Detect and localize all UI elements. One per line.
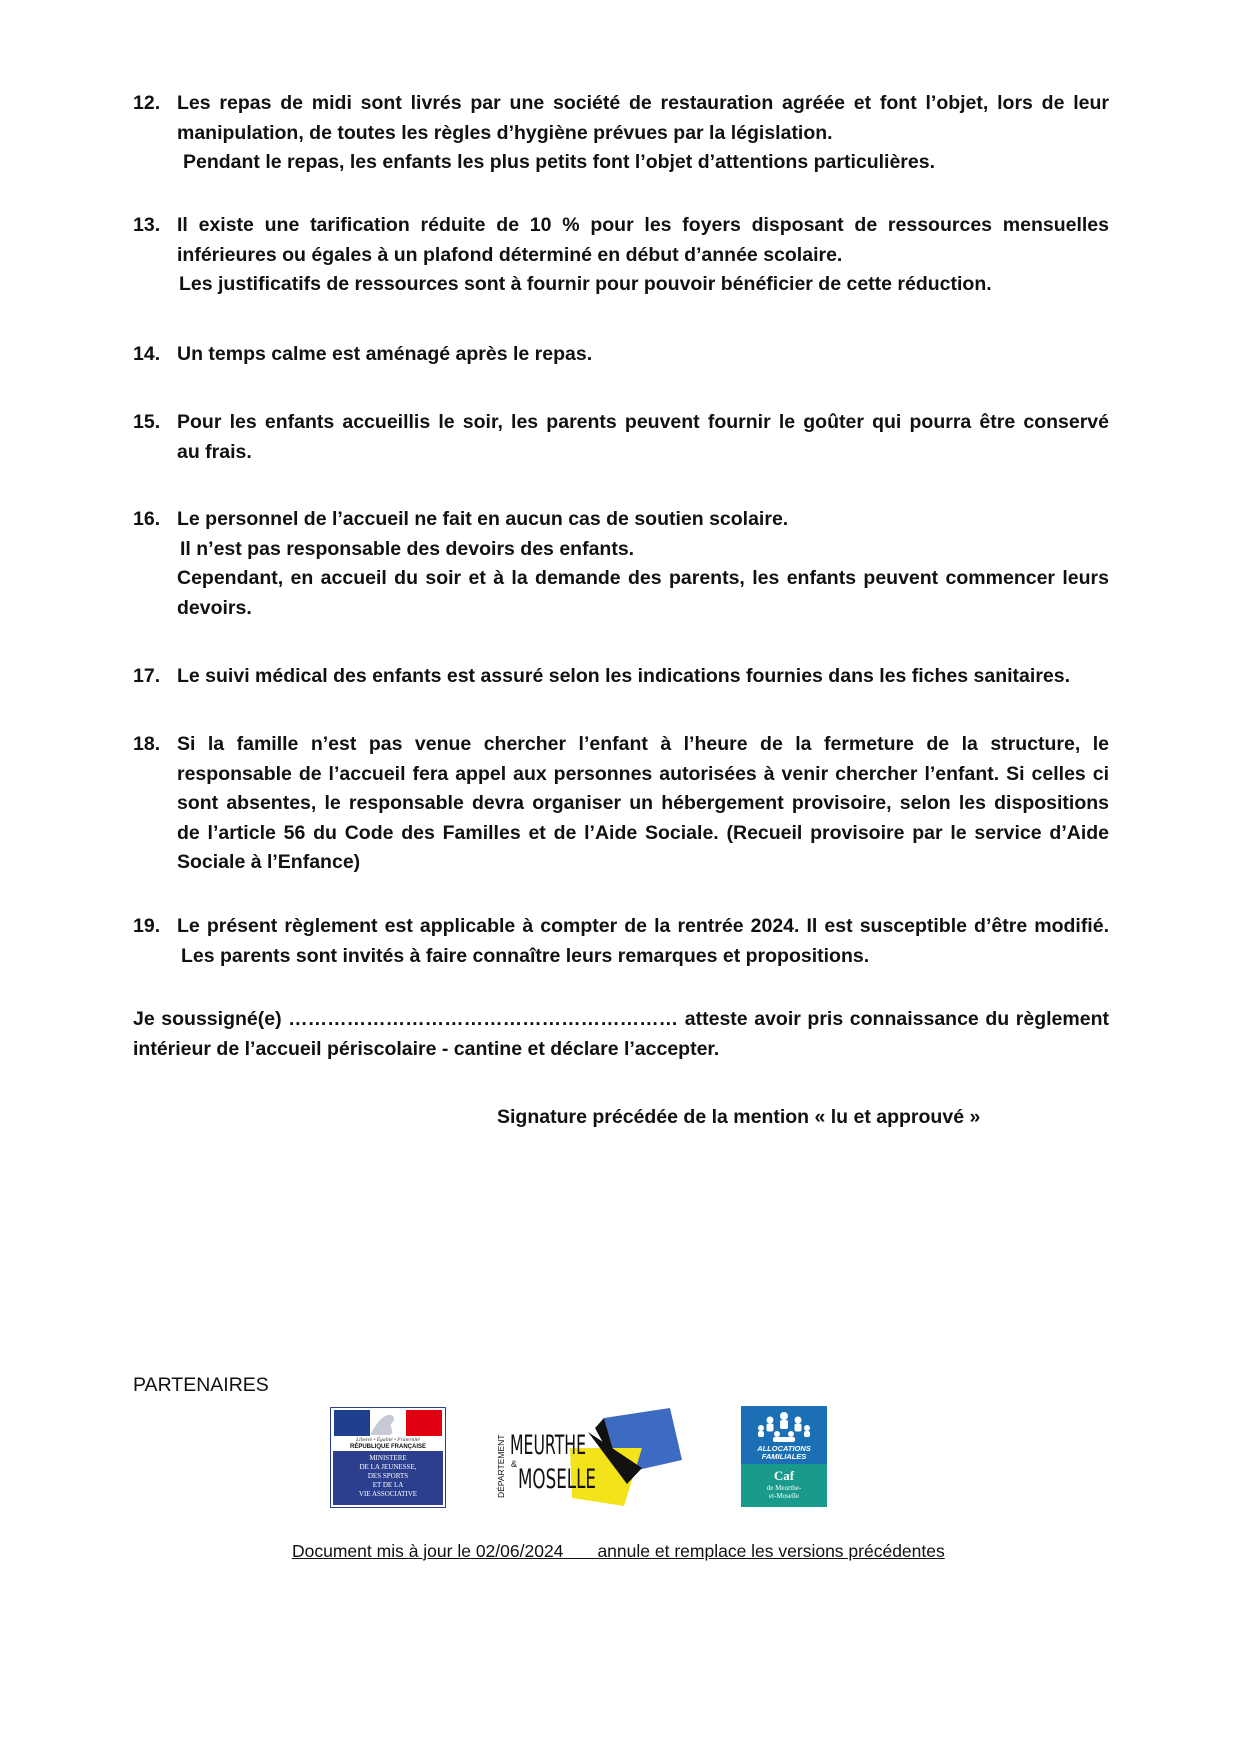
rule-line: devoirs. <box>177 596 252 619</box>
rule-line: Le personnel de l’accueil ne fait en aucun cas de soutien scolaire. <box>177 508 789 530</box>
ministere-line: ET DE LA <box>372 1481 404 1489</box>
caf-sub-2: et-Moselle <box>769 1492 799 1500</box>
rule-item-12 <box>133 89 1109 178</box>
ministere-line: DE LA JEUNESSE, <box>359 1463 417 1471</box>
rule-line: sont absentes, le responsable devra organiser un hébergement provisoire, selon les dispositions <box>177 792 1109 814</box>
rule-line: Les justificatifs de ressources sont à fournir pour pouvoir bénéficier de cette réduction. <box>179 273 992 295</box>
caf-line-1: ALLOCATIONS <box>757 1444 811 1453</box>
caf-logo <box>741 1406 827 1507</box>
rule-line: Le suivi médical des enfants est assuré selon les indications fournies dans les fiches sanitaires. <box>177 665 1071 687</box>
footer-updated: Document mis à jour le 02/06/2024 <box>292 1541 564 1561</box>
ministere-line: MINISTERE <box>369 1454 407 1462</box>
rule-number: 19. <box>133 915 161 937</box>
attestation <box>133 1005 1109 1064</box>
footer-note: annule et remplace les versions précédentes <box>597 1541 945 1561</box>
signature-mention: Signature précédée de la mention « lu et approuvé » <box>497 1106 981 1128</box>
rule-item-15 <box>133 408 1109 467</box>
attestation-line: Je soussigné(e) …………………………………………………… atteste avoir pris connaissance du règlement <box>133 1008 1109 1030</box>
partners-title: PARTENAIRES <box>133 1374 269 1396</box>
departement-name-2: MOSELLE <box>518 1464 596 1495</box>
attestation-line: intérieur de l’accueil périscolaire - cantine et déclare l’accepter. <box>133 1037 720 1060</box>
departement-vertical-label: DÉPARTEMENT <box>496 1434 506 1498</box>
rule-item-18 <box>133 730 1109 878</box>
rule-line: Sociale à l’Enfance) <box>177 851 361 873</box>
marianne-flag-icon <box>334 1410 442 1436</box>
rule-line: Pendant le repas, les enfants les plus petits font l’objet d’attentions particulières. <box>183 151 935 173</box>
rule-number: 14. <box>133 343 161 365</box>
rule-line: inférieures ou égales à un plafond déterminé en début d’année scolaire. <box>177 243 843 266</box>
ministere-line: VIE ASSOCIATIVE <box>358 1490 418 1498</box>
departement-ampersand: & <box>511 1459 518 1469</box>
caf-line-2: FAMILIALES <box>761 1452 807 1461</box>
rule-line: au frais. <box>177 440 252 463</box>
rule-line: Les parents sont invités à faire connaître leurs remarques et propositions. <box>181 944 870 967</box>
rule-line: Cependant, en accueil du soir et à la demande des parents, les enfants peuvent commencer leurs <box>177 567 1109 589</box>
departement-name-1: MEURTHE <box>510 1430 586 1461</box>
rule-line: responsable de l’accueil fera appel aux personnes autorisées à venir chercher l’enfant. Si celles ci <box>177 762 1109 785</box>
rule-item-13 <box>133 211 1109 300</box>
rule-number: 13. <box>133 214 161 236</box>
rule-line: Un temps calme est aménagé après le repas. <box>177 343 593 365</box>
rule-number: 16. <box>133 508 161 530</box>
rule-item-17 <box>133 662 1109 692</box>
rule-item-19 <box>133 912 1109 971</box>
rule-line: de l’article 56 du Code des Familles et de l’Aide Sociale. (Recueil provisoire par le service d’Aide <box>177 821 1109 844</box>
rule-line: Il n’est pas responsable des devoirs des enfants. <box>180 537 635 560</box>
rule-line: manipulation, de toutes les règles d’hygiène prévues par la législation. <box>177 121 833 144</box>
rule-line: Les repas de midi sont livrés par une société de restauration agréée et font l’objet, lors de leur <box>177 92 1109 114</box>
rule-number: 15. <box>133 411 161 433</box>
rule-line: Pour les enfants accueillis le soir, les parents peuvent fournir le goûter qui pourra être conservé <box>177 411 1109 433</box>
rule-item-16 <box>133 505 1109 623</box>
rule-number: 17. <box>133 665 161 687</box>
caf-brand: Caf <box>773 1468 795 1483</box>
rule-number: 18. <box>133 733 161 755</box>
ministere-line: DES SPORTS <box>367 1472 409 1480</box>
ministere-republic: RÉPUBLIQUE FRANÇAISE <box>349 1444 427 1450</box>
footer <box>292 1539 945 1563</box>
rule-line: Si la famille n’est pas venue chercher l’enfant à l’heure de la fermeture de la structure, le <box>177 733 1109 755</box>
rule-line: Le présent règlement est applicable à compter de la rentrée 2024. Il est susceptible d’être modifié. <box>177 915 1109 937</box>
departement-logo <box>492 1408 682 1506</box>
rule-line: Il existe une tarification réduite de 10 % pour les foyers disposant de ressources mensuelles <box>177 214 1109 236</box>
ministere-motto: Liberté • Égalité • Fraternité <box>356 1437 420 1443</box>
rule-item-14 <box>133 340 1109 370</box>
ministere-logo <box>330 1407 446 1508</box>
rule-number: 12. <box>133 92 161 114</box>
caf-sub-1: de Meurthe- <box>766 1484 802 1492</box>
